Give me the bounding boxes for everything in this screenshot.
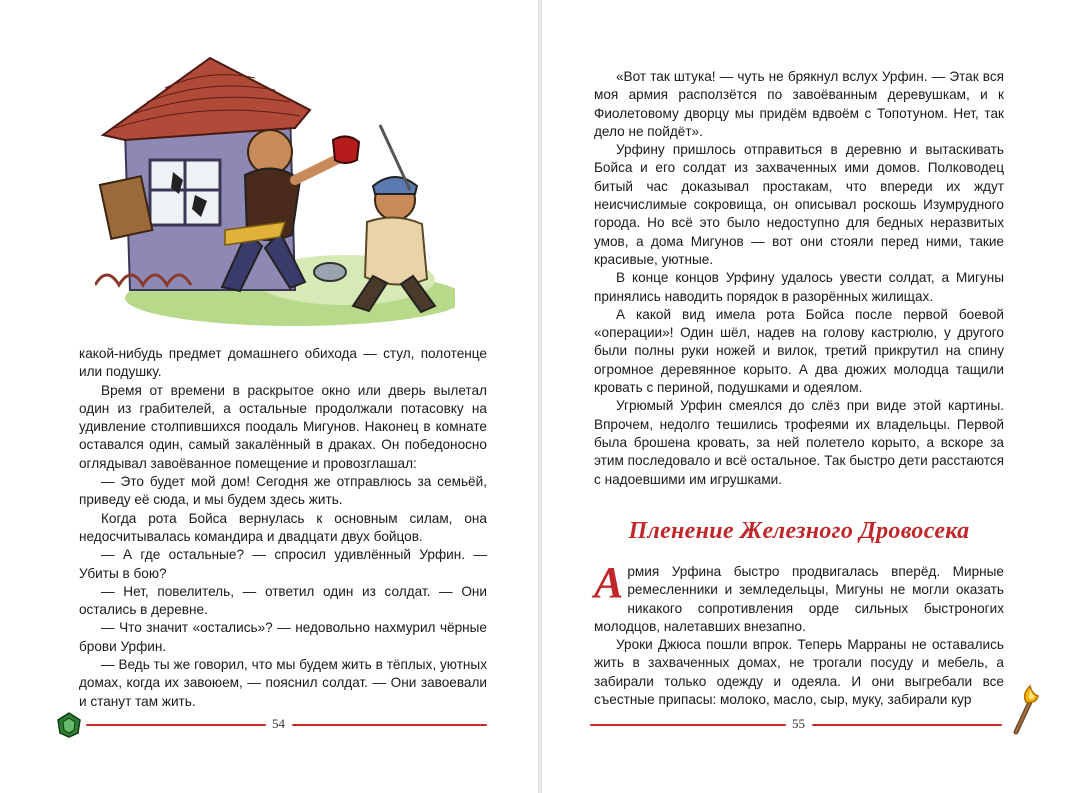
paragraph: Уроки Джюса пошли впрок. Теперь Марраны не оставались жить в захваченных домах, не трогали посуду и мебель, а забирали только одежду и одеяла. И они выгребали все съестные припасы: молоко, масло, сыр, муку, забирали кур xyxy=(594,637,1004,708)
footer-divider xyxy=(590,724,786,726)
paragraph xyxy=(594,558,1004,636)
paragraph: А какой вид имела рота Бойса после первой боевой «операции»! Один шёл, надев на голову кастрюлю, у другого были полны руки ножей и вилок, третий прикрутил на спину огромное деревянное корыто. А два дюжих молодца тащили кровать с периной, подушками и одеялом. xyxy=(594,306,1004,396)
paragraph: Угрюмый Урфин смеялся до слёз при виде этой картины. Впрочем, недолго тешились трофеями их владельцы. Первой была брошена кровать, за ней полетело корыто, а вскоре за этим последовало и всё остальное. Так быстро дети расстаются с надоевшими им игрушками. xyxy=(594,398,1004,487)
paragraph: В конце концов Урфину удалось увести солдат, а Мигуны принялись наводить порядок в разорённых жилищах. xyxy=(594,270,1004,304)
left-page-text xyxy=(79,345,487,711)
footer-divider xyxy=(292,724,487,726)
paragraph: — А где остальные? — спросил удивлённый Урфин. — Убиты в бою? xyxy=(79,547,487,581)
paragraph: — Что значит «остались»? — недовольно нахмурил чёрные брови Урфин. xyxy=(79,620,487,654)
paragraph: Урфину пришлось отправиться в деревню и вытаскивать Бойса и его солдат из захваченных ими домов. Полководец битый час доказывал простакам, что впереди их ждут неисчислимые сокровища, он описывал роскошь Изумрудного города. Но всё это было недоступно для бедных неразвитых умов, а дома Мигунов — вот они стояли перед ними, такие красивые, уютные. xyxy=(594,142,1004,267)
chapter-title: Пленение Железного Дровосека xyxy=(628,518,970,544)
right-page-text-bottom xyxy=(594,558,1004,709)
paragraph: Когда рота Бойса вернулась к основным силам, она недосчитывалась командира и двадцати двух бойцов. xyxy=(79,510,487,544)
paragraph: Время от времени в раскрытое окно или дверь вылетал один из грабителей, а остальные продолжали потасовку на удивление столпившихся поодаль Мигунов. Наконец в комнате оставался один, самый закалённый в драках. Он победоносно оглядывал завоёванное помещение и провозглашал: xyxy=(79,382,487,471)
torch-icon xyxy=(1008,684,1042,736)
right-page xyxy=(542,0,1080,793)
page-number: 54 xyxy=(272,716,285,731)
right-page-text-top xyxy=(594,68,1004,489)
drop-cap: А xyxy=(594,558,624,607)
paragraph: — Ведь ты же говорил, что мы будем жить в тёплых, уютных домах, когда их завоюем, — пояснил солдат. — Они завоевали и станут там жить. xyxy=(79,657,487,709)
footer-divider xyxy=(86,724,266,726)
page-number: 55 xyxy=(792,716,805,731)
paragraph: «Вот так штука! — чуть не брякнул вслух Урфин. — Этак вся моя армия расползётся по завоёванным деревушкам, и к Фиолетовому дворцу мы придём вдвоём с Топотуном. Нет, так дело не пойдёт». xyxy=(594,69,1004,139)
left-page xyxy=(0,0,538,793)
paragraph: — Это будет мой дом! Сегодня же отправлюсь за семьёй, приведу её сюда, и мы будем здесь жить. xyxy=(79,474,487,508)
footer-divider xyxy=(812,724,1002,726)
house-fight-illustration xyxy=(95,40,455,330)
paragraph: какой-нибудь предмет домашнего обихода — стул, полотенце или подушку. xyxy=(79,346,487,380)
paragraph: — Нет, повелитель, — ответил один из солдат. — Они остались в деревне. xyxy=(79,583,487,618)
green-emerald-icon xyxy=(56,712,82,738)
paragraph-text: рмия Урфина быстро продвигалась вперёд. Мирные ремесленники и земледельцы, Мигуны не могли оказать никакого сопротивления орде сильных быстроногих молодцов, налетавших внезапно. xyxy=(594,564,1004,634)
